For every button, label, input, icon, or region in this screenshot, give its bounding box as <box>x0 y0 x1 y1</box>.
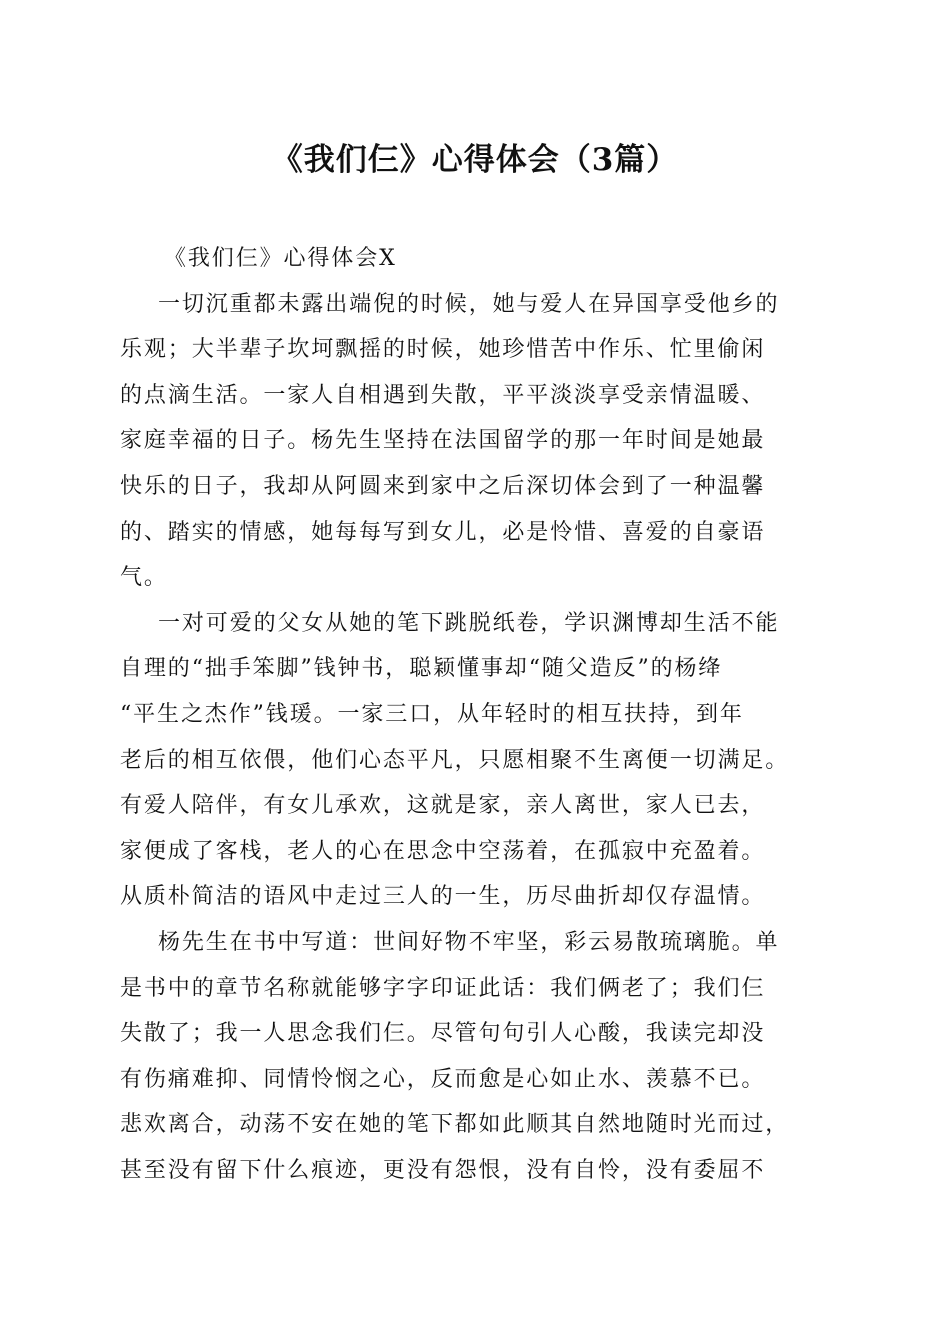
text-line: 有伤痛难抑、同情怜悯之心，反而愈是心如止水、羡慕不已。 <box>120 1066 766 1092</box>
text-line: 有爱人陪伴，有女儿承欢，这就是家，亲人离世，家人已去， <box>120 793 766 819</box>
text-line: 杨先生在书中写道：世间好物不牢坚，彩云易散琉璃脆。单 <box>158 929 780 955</box>
text-line: 是书中的章节名称就能够字字印证此话：我们俩老了；我们仨 <box>120 975 766 1001</box>
paragraph-2 <box>120 601 832 920</box>
text-line: 一对可爱的父女从她的笔下跳脱纸卷，学识渊博却生活不能 <box>158 610 780 636</box>
paragraph-1 <box>120 282 832 601</box>
text-line: 家便成了客栈，老人的心在思念中空荡着，在孤寂中充盈着。 <box>120 838 766 864</box>
paragraph-3 <box>120 920 832 1194</box>
text-line: 快乐的日子，我却从阿圆来到家中之后深切体会到了一种温馨 <box>120 473 766 499</box>
text-line: 气。 <box>120 565 168 591</box>
text-line: “平生之杰作”钱瑗。一家三口，从年轻时的相互扶持，到年 <box>120 701 744 727</box>
text-line: 家庭幸福的日子。杨先生坚持在法国留学的那一年时间是她最 <box>120 428 766 454</box>
text-line: 乐观；大半辈子坎坷飘摇的时候，她珍惜苦中作乐、忙里偷闲 <box>120 337 766 363</box>
text-line: 一切沉重都未露出端倪的时候，她与爱人在异国享受他乡的 <box>158 291 780 317</box>
document-title: 《我们仨》心得体会（3篇） <box>271 142 679 178</box>
text-line: 从质朴简洁的语风中走过三人的一生，历尽曲折却仅存温情。 <box>120 884 766 910</box>
text-line: 的点滴生活。一家人自相遇到失散，平平淡淡享受亲情温暖、 <box>120 382 766 408</box>
text-line: 失散了；我一人思念我们仨。尽管句句引人心酸，我读完却没 <box>120 1021 766 1047</box>
text-line: 的、踏实的情感，她每每写到女儿，必是怜惜、喜爱的自豪语 <box>120 519 766 545</box>
section-subtitle: 《我们仨》心得体会X <box>164 246 397 271</box>
document-body <box>120 236 832 1193</box>
text-line: 悲欢离合，动荡不安在她的笔下都如此顺其自然地随时光而过， <box>120 1112 790 1138</box>
text-line: 自理的“拙手笨脚”钱钟书，聪颖懂事却“随父造反”的杨绛 <box>120 656 723 682</box>
text-line: 老后的相互依偎，他们心态平凡，只愿相聚不生离便一切满足。 <box>120 747 790 773</box>
text-line: 甚至没有留下什么痕迹，更没有怨恨，没有自怜，没有委屈不 <box>120 1157 766 1183</box>
